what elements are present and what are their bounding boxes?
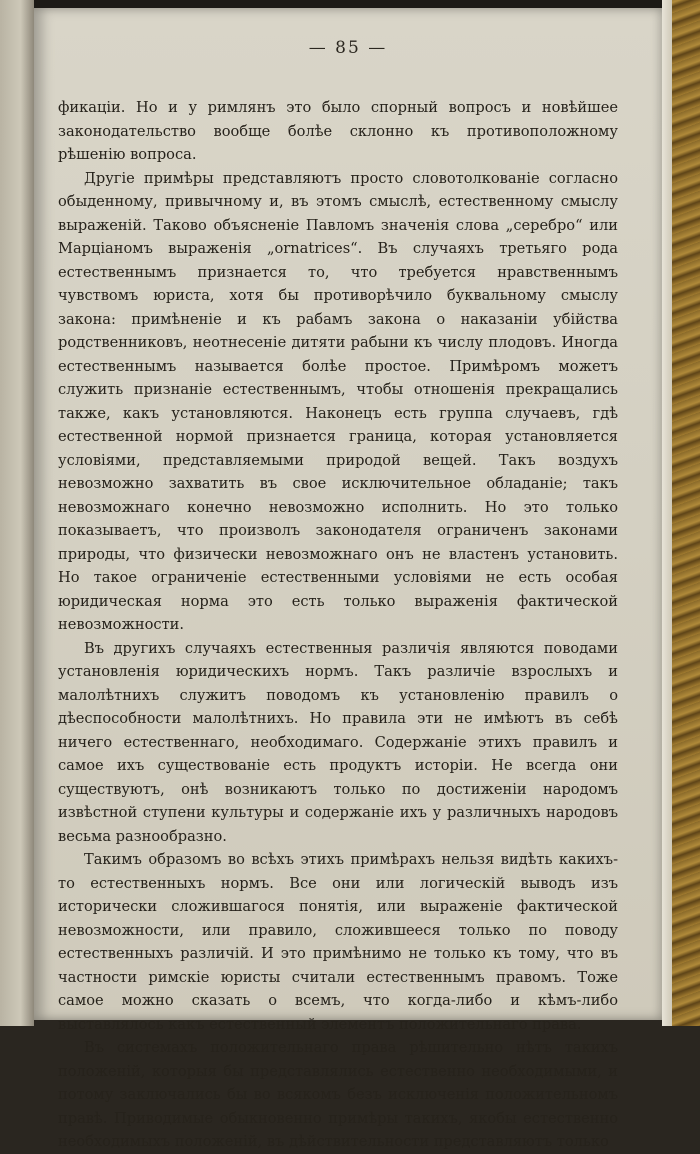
left-page-edge [0,0,34,1026]
page-stack-edge [662,0,672,1026]
page-body-text [58,96,618,1154]
paragraph-5: Въ системахъ положительнаго права рѣшительно нѣтъ такихъ положеній, которыя бы представлялись естественно необходимыми, и потому заключались бы во всякомъ безъ исключенія положительномъ правѣ. Приводимые обыкновенно примѣры такихъ, якобы естественно необходимыхъ положеній, въ дѣйствительности представляютъ только [58,1039,618,1150]
paragraph-1: фикаціи. Но и у римлянъ это было спорный вопросъ и новѣйшее законодательство вообще болѣе склонно къ противоположному рѣшенію вопроса. [58,99,618,163]
page-number: — 85 — [308,38,388,58]
page-top-edge [34,0,662,8]
book-cover-edge [662,0,700,1026]
paragraph-3: Въ другихъ случаяхъ естественныя различія являются поводами установленія юридическихъ нормъ. Такъ различіе взрослыхъ и малолѣтнихъ служитъ поводомъ къ установленію правилъ о дѣеспособности малолѣтнихъ. Но правила эти не имѣютъ въ себѣ ничего естественнаго, необходимаго. Содержаніе этихъ правилъ и самое ихъ существованіе есть продуктъ исторіи. Не всегда они существуютъ, онѣ возникаютъ только по достиженіи народомъ извѣстной ступени культуры и содержаніе ихъ у различныхъ народовъ весьма разнообразно. [58,639,618,845]
paragraph-4: Такимъ образомъ во всѣхъ этихъ примѣрахъ нельзя видѣть какихъ-то естественныхъ нормъ. Все они или логическій выводъ изъ исторически сложившагося понятія, или выраженіе фактической невозможности, или правило, сложившееся только по поводу естественныхъ различій. И это примѣнимо не только къ тому, что въ частности римскіе юристы считали естественнымъ правомъ. Тоже самое можно сказать о всемъ, что когда-либо и кѣмъ-либо выставлялось какъ естественный элементъ положительнаго права. [58,851,618,1033]
paragraph-2: Другіе примѣры представляютъ просто словотолкованіе согласно обыденному, привычному и, въ этомъ смыслѣ, естественному смыслу выраженій. Таково объясненіе Павломъ значенія слова „серебро“ или Марціаномъ выраженія „ornatrices“. Въ случаяхъ третьяго рода естественнымъ признается то, что требуется нравственнымъ чувствомъ юриста, хотя бы противорѣчило буквальному смыслу закона: примѣненіе и къ рабамъ закона о наказаніи убійства родственниковъ, неотнесеніе дитяти рабыни къ числу плодовъ. Иногда естественнымъ называется болѣе простое. Примѣромъ можетъ служить признаніе естественнымъ, чтобы отношенія прекращались также, какъ установляются. Наконецъ есть группа случаевъ, гдѣ естественной нормой признается граница, которая установляется условіями, представляемыми природой вещей. Такъ воздухъ невозможно захватить въ свое исключительное обладаніе; такъ невозможнаго конечно невозможно исполнить. Но это только показываетъ, что произволъ законодателя ограниченъ законами природы, что физически невозможнаго онъ не властенъ установить. Но такое ограниченіе естественными условіями не есть особая юридическая норма это есть только выраженія фактической невозможности. [58,169,618,633]
book-page [34,8,662,1150]
